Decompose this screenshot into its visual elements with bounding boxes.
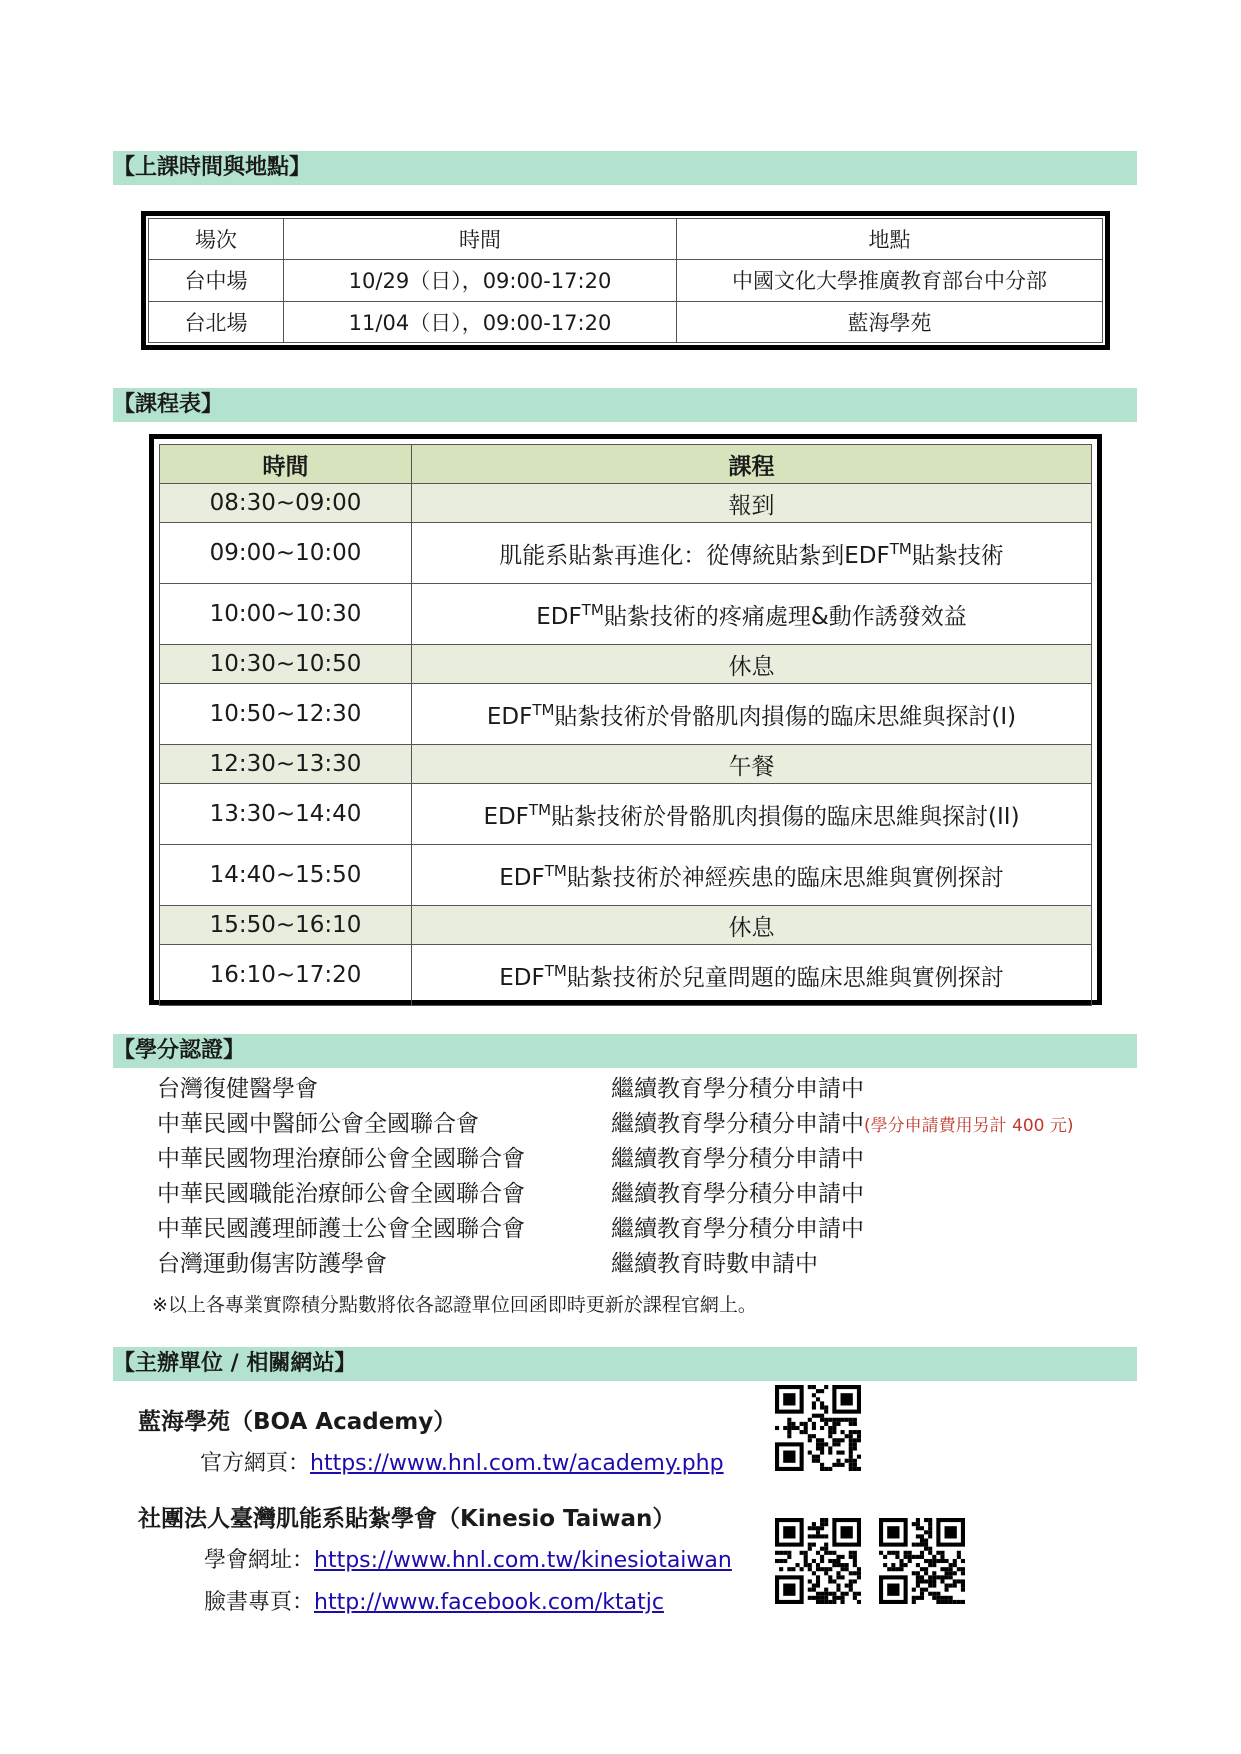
course-text: EDF	[499, 964, 545, 991]
header-cell: 時間	[160, 445, 412, 484]
credit-org: 中華民國護理師護士公會全國聯合會	[157, 1216, 525, 1242]
time-cell: 09:00~10:00	[160, 523, 412, 584]
course-text: 休息	[728, 914, 775, 941]
credit-status	[611, 1142, 864, 1176]
table-row	[149, 260, 1103, 301]
course-cell	[412, 523, 1092, 584]
course-table-frame	[149, 434, 1102, 1005]
credit-status	[611, 1212, 864, 1246]
table-row	[160, 906, 1092, 945]
course-text: 貼紮技術於兒童問題的臨床思維與實例探討	[566, 964, 1004, 991]
org2-facebook-label: 臉書專頁：	[204, 1590, 315, 1615]
table-row	[160, 845, 1092, 906]
location-cell: 藍海學苑	[677, 301, 1103, 342]
org2-facebook-line	[204, 1585, 664, 1616]
org2-website-line	[204, 1543, 732, 1574]
time-cell: 16:10~17:20	[160, 945, 412, 1006]
org2-website-label: 學會網址：	[204, 1548, 315, 1573]
credit-status-text: 繼續教育時數申請中	[611, 1251, 818, 1277]
table-row	[149, 301, 1103, 342]
credit-status-text: 繼續教育學分積分申請中	[611, 1076, 864, 1102]
qr-code-icon[interactable]	[879, 1518, 965, 1604]
credit-status	[611, 1072, 864, 1106]
credit-status	[611, 1177, 864, 1211]
course-cell	[412, 906, 1092, 945]
section-schedule	[113, 151, 1137, 185]
table-header-row	[160, 445, 1092, 484]
credit-status-text: 繼續教育學分積分申請中	[611, 1111, 864, 1137]
trademark: TM	[889, 539, 912, 558]
time-cell: 12:30~13:30	[160, 745, 412, 784]
credit-org: 中華民國職能治療師公會全國聯合會	[157, 1181, 525, 1207]
credit-fee-note: (學分申請費用另計 400 元)	[864, 1116, 1074, 1136]
time-cell: 10:30~10:50	[160, 645, 412, 684]
table-row	[160, 645, 1092, 684]
course-text: EDF	[499, 864, 545, 891]
credit-org: 台灣運動傷害防護學會	[157, 1251, 387, 1277]
trademark: TM	[532, 700, 555, 719]
trademark: TM	[544, 961, 567, 980]
course-text: 休息	[728, 653, 775, 680]
course-cell	[412, 645, 1092, 684]
org1-name: 藍海學苑（BOA Academy）	[138, 1409, 457, 1435]
course-text: EDF	[486, 703, 533, 730]
org1-website-line	[200, 1446, 724, 1477]
section-title: 【主辦單位 / 相關網站】	[113, 1351, 357, 1376]
credit-status-text: 繼續教育學分積分申請中	[611, 1181, 864, 1207]
credit-status	[611, 1107, 1074, 1141]
course-cell	[412, 845, 1092, 906]
course-text: 肌能系貼紮再進化：從傳統貼紮到EDF	[499, 542, 890, 569]
org2-name: 社團法人臺灣肌能系貼紮學會（Kinesio Taiwan）	[138, 1506, 676, 1532]
table-row	[160, 684, 1092, 745]
org1-website-link[interactable]: https://www.hnl.com.tw/academy.php	[310, 1451, 724, 1476]
table-header-row	[149, 219, 1103, 260]
location-cell: 中國文化大學推廣教育部台中分部	[677, 260, 1103, 301]
org1-website-label: 官方網頁：	[200, 1451, 311, 1476]
course-cell	[412, 484, 1092, 523]
header-cell: 地點	[677, 219, 1103, 260]
credit-footnote: ※以上各專業實際積分點數將依各認證單位回函即時更新於課程官網上。	[152, 1294, 757, 1316]
section-title: 【學分認證】	[113, 1038, 246, 1063]
course-cell	[412, 684, 1092, 745]
time-cell: 10:00~10:30	[160, 584, 412, 645]
course-table	[159, 444, 1092, 1006]
time-cell: 10/29（日），09:00-17:20	[284, 260, 677, 301]
table-row	[160, 584, 1092, 645]
time-cell: 11/04（日），09:00-17:20	[284, 301, 677, 342]
section-organizer	[113, 1347, 1137, 1381]
session-cell: 台中場	[149, 260, 284, 301]
course-text: EDF	[483, 803, 529, 830]
table-row	[160, 945, 1092, 1006]
schedule-table-frame	[141, 211, 1110, 350]
table-row	[160, 745, 1092, 784]
course-text: 貼紮技術於神經疾患的臨床思維與實例探討	[566, 864, 1004, 891]
time-cell: 13:30~14:40	[160, 784, 412, 845]
course-text: 貼紮技術	[911, 542, 1004, 569]
section-credits	[113, 1034, 1137, 1068]
credit-org: 台灣復健醫學會	[157, 1076, 318, 1102]
header-cell: 課程	[412, 445, 1092, 484]
course-cell	[412, 945, 1092, 1006]
schedule-table	[148, 218, 1103, 343]
time-cell: 08:30~09:00	[160, 484, 412, 523]
course-text: EDF	[536, 603, 582, 630]
trademark: TM	[528, 800, 552, 819]
trademark: TM	[544, 861, 567, 880]
course-text: 貼紮技術於骨骼肌肉損傷的臨床思維與探討(I)	[554, 703, 1017, 730]
course-cell	[412, 745, 1092, 784]
table-row	[160, 784, 1092, 845]
section-title: 【課程表】	[113, 392, 224, 417]
time-cell: 14:40~15:50	[160, 845, 412, 906]
qr-code-icon[interactable]	[775, 1518, 861, 1604]
section-course	[113, 388, 1137, 422]
credit-status	[611, 1247, 818, 1281]
time-cell: 10:50~12:30	[160, 684, 412, 745]
trademark: TM	[581, 600, 604, 619]
credit-org: 中華民國中醫師公會全國聯合會	[157, 1111, 479, 1137]
org2-website-link[interactable]: https://www.hnl.com.tw/kinesiotaiwan	[314, 1548, 732, 1573]
org2-facebook-link[interactable]: http://www.facebook.com/ktatjc	[314, 1590, 664, 1615]
header-cell: 場次	[149, 219, 284, 260]
time-cell: 15:50~16:10	[160, 906, 412, 945]
course-text: 貼紮技術於骨骼肌肉損傷的臨床思維與探討(II)	[551, 803, 1020, 830]
credit-org: 中華民國物理治療師公會全國聯合會	[157, 1146, 525, 1172]
course-text: 午餐	[728, 753, 775, 780]
session-cell: 台北場	[149, 301, 284, 342]
course-cell	[412, 584, 1092, 645]
table-row	[160, 484, 1092, 523]
course-text: 報到	[728, 492, 775, 519]
course-cell	[412, 784, 1092, 845]
credit-status-text: 繼續教育學分積分申請中	[611, 1216, 864, 1242]
section-title: 【上課時間與地點】	[113, 155, 312, 180]
header-cell: 時間	[284, 219, 677, 260]
credit-status-text: 繼續教育學分積分申請中	[611, 1146, 864, 1172]
qr-code-icon[interactable]	[775, 1385, 861, 1471]
table-row	[160, 523, 1092, 584]
course-text: 貼紮技術的疼痛處理&動作誘發效益	[603, 603, 967, 630]
